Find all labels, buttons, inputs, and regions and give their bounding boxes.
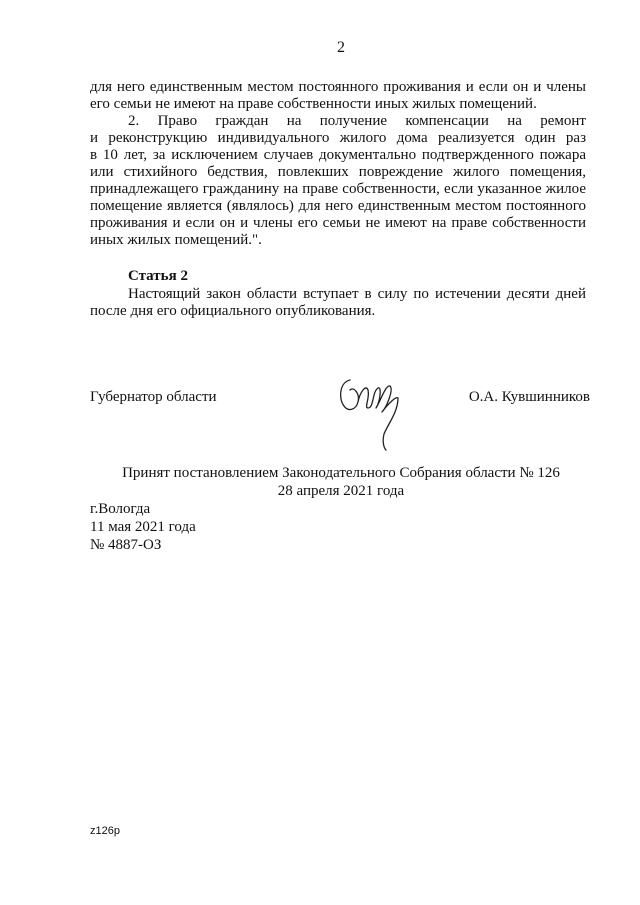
text-line: после дня его официального опубликования. [90,303,376,319]
adoption-line-2: 28 апреля 2021 года [277,483,405,499]
adoption-line-1: Принят постановлением Законодательного Собрания области № 126 [122,465,560,481]
item-2-paragraph [90,113,586,249]
text-line: для него единственным местом постоянного проживания и если он и члены [90,79,586,95]
text-line: в 10 лет, за исключением случаев документально подтвержденного пожара [90,147,586,163]
signatory-name: О.А. Кувшинников [468,389,590,405]
text-line: помещение является (являлось) для него единственным местом постоянного [90,198,586,214]
text-line: его семьи не имеют на праве собственности иных жилых помещений. [90,96,537,112]
article-2-title: Статья 2 [128,268,188,284]
text-line: или стихийного бедствия, повлекших повреждение жилого помещения, [90,164,586,180]
text-line: 2. Право граждан на получение компенсации на ремонт [128,113,586,129]
text-line: и реконструкцию индивидуального жилого дома реализуется один раз [90,130,586,146]
text-line: иных жилых помещений.". [90,232,262,248]
signatory-position: Губернатор области [90,389,217,405]
text-line: Настоящий закон области вступает в силу по истечении десяти дней [128,286,586,302]
text-line: принадлежащего гражданину на праве собственности, если указанное жилое [90,181,586,197]
page-number: 2 [337,39,345,56]
article-2-paragraph [90,286,586,320]
signature-image [336,372,406,452]
signing-date: 11 мая 2021 года [90,519,196,535]
place: г.Вологда [90,501,151,517]
text-line: проживания и если он и члены его семьи не имеют на праве собственности [90,215,586,231]
continuation-paragraph [90,79,586,113]
law-number: № 4887-ОЗ [90,537,162,553]
footer-code: z126p [90,825,120,837]
